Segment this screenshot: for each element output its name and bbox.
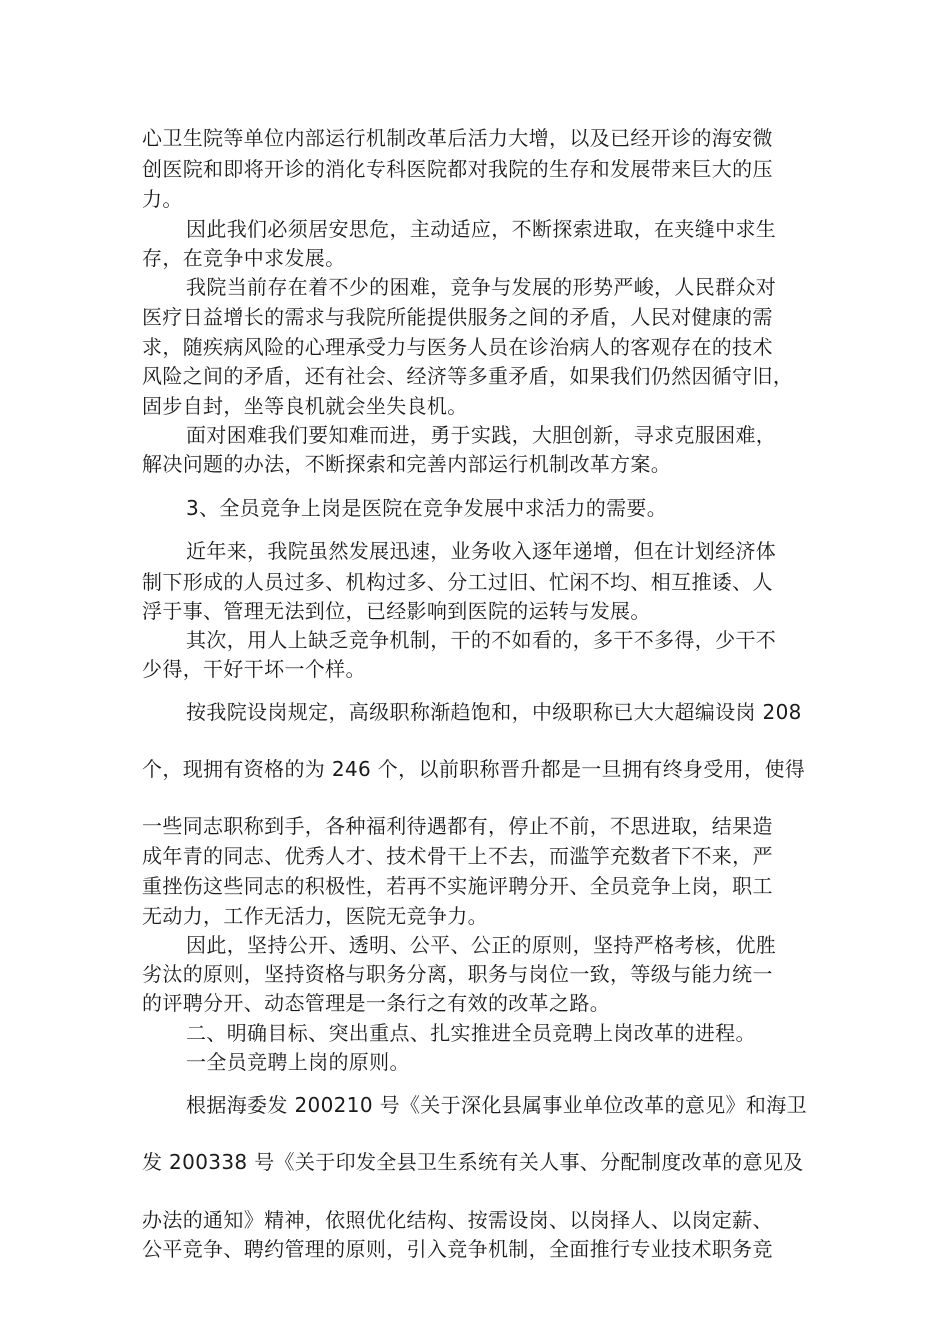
text-line: 按我院设岗规定，高级职称渐趋饱和，中级职称已大大超编设岗 208 (186, 700, 802, 724)
text-line: 创医院和即将开诊的消化专科医院都对我院的生存和发展带来巨大的压 (142, 157, 773, 181)
text-line: 劣汰的原则，坚持资格与职务分离，职务与岗位一致，等级与能力统一 (142, 962, 773, 986)
text-line: 3、全员竞争上岗是医院在竞争发展中求活力的需要。 (186, 496, 668, 520)
text-line: 少得，干好干坏一个样。 (142, 657, 366, 681)
text-line: 其次，用人上缺乏竞争机制，干的不如看的，多干不多得，少干不 (186, 628, 777, 652)
text-line: 一些同志职称到手，各种福利待遇都有，停止不前，不思进取，结果造 (142, 814, 773, 838)
text-line: 近年来，我院虽然发展迅速，业务收入逐年递增，但在计划经济体 (186, 539, 777, 563)
text-line: 医疗日益增长的需求与我院所能提供服务之间的矛盾，人民对健康的需 (142, 305, 773, 329)
text-line: 无动力，工作无活力，医院无竞争力。 (142, 904, 488, 928)
text-line: 力。 (142, 187, 183, 211)
text-line: 我院当前存在着不少的困难，竞争与发展的形势严峻，人民群众对 (186, 275, 777, 299)
text-line: 一全员竞聘上岗的原则。 (186, 1050, 410, 1074)
text-line: 求，随疾病风险的心理承受力与医务人员在诊治病人的客观存在的技术 (142, 335, 773, 359)
text-line: 固步自封，坐等良机就会坐失良机。 (142, 394, 468, 418)
text-line: 心卫生院等单位内部运行机制改革后活力大增，以及已经开诊的海安微 (142, 126, 773, 150)
text-line: 存，在竞争中求发展。 (142, 246, 346, 270)
text-line: 公平竞争、聘约管理的原则，引入竞争机制，全面推行专业技术职务竞 (142, 1237, 773, 1261)
text-line: 发 200338 号《关于印发全县卫生系统有关人事、分配制度改革的意见及 (142, 1150, 804, 1174)
text-line: 的评聘分开、动态管理是一条行之有效的改革之路。 (142, 991, 611, 1015)
text-line: 成年青的同志、优秀人才、技术骨干上不去，而滥竽充数者下不来，严 (142, 844, 773, 868)
text-line: 根据海委发 200210 号《关于深化县属事业单位改革的意见》和海卫 (186, 1093, 807, 1117)
text-line: 二、明确目标、突出重点、扎实推进全员竞聘上岗改革的进程。 (186, 1021, 756, 1045)
text-line: 风险之间的矛盾，还有社会、经济等多重矛盾，如果我们仍然因循守旧， (142, 364, 794, 388)
text-line: 解决问题的办法，不断探索和完善内部运行机制改革方案。 (142, 452, 672, 476)
text-line: 重挫伤这些同志的积极性，若再不实施评聘分开、全员竞争上岗，职工 (142, 874, 773, 898)
text-line: 因此我们必须居安思危，主动适应，不断探索进取，在夹缝中求生 (186, 217, 777, 241)
text-line: 因此，坚持公开、透明、公平、公正的原则，坚持严格考核，优胜 (186, 933, 777, 957)
text-line: 浮于事、管理无法到位，已经影响到医院的运转与发展。 (142, 599, 651, 623)
text-line: 个，现拥有资格的为 246 个，以前职称晋升都是一旦拥有终身受用，使得 (142, 757, 806, 781)
text-line: 制下形成的人员过多、机构过多、分工过旧、忙闲不均、相互推诿、人 (142, 570, 773, 594)
text-line: 办法的通知》精神，依照优化结构、按需设岗、以岗择人、以岗定薪、 (142, 1208, 773, 1232)
text-line: 面对困难我们要知难而进，勇于实践，大胆创新，寻求克服困难， (186, 423, 777, 447)
